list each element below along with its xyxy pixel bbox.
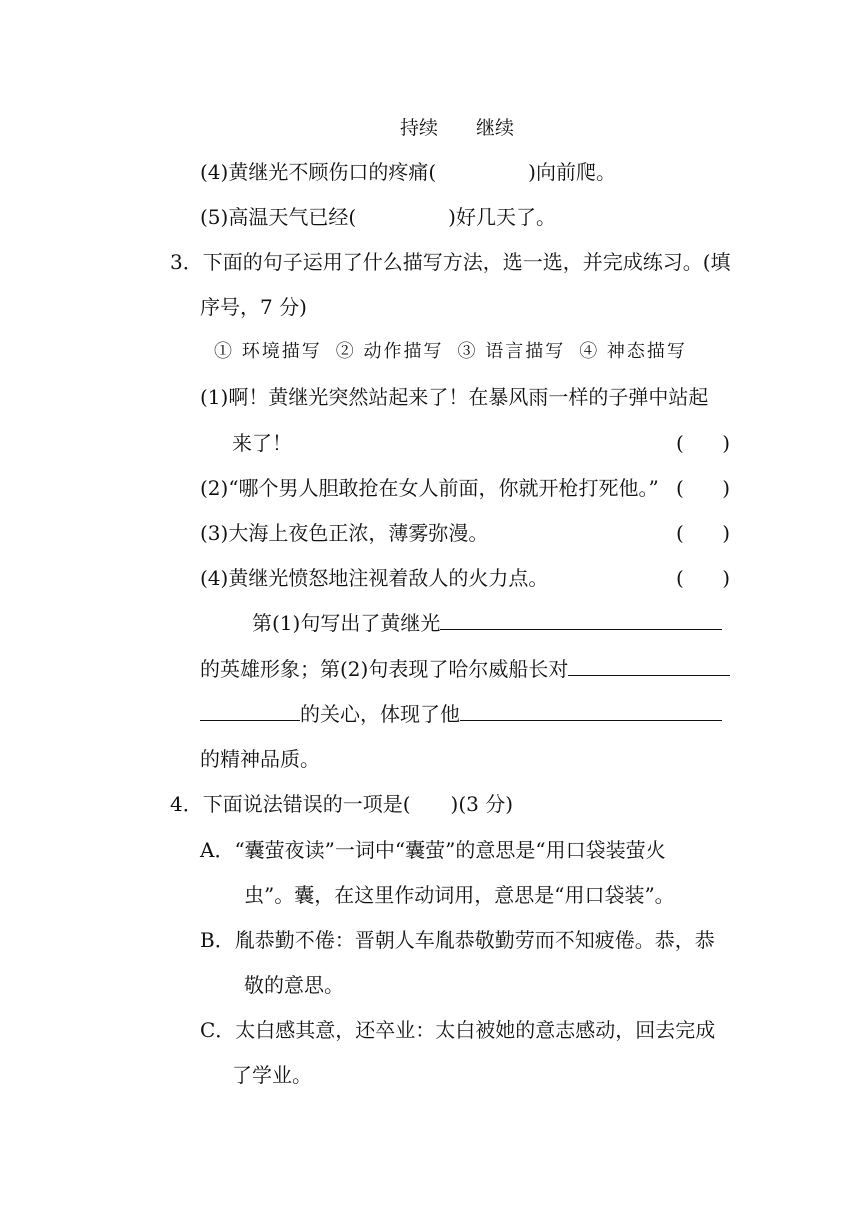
q2-item-4: (4)黄继光不顾伤口的疼痛( )向前爬。 <box>200 160 616 184</box>
q4-option-c-line1[interactable]: C．太白感其意，还卒业：太白被她的意志感动，回去完成 <box>200 1018 716 1042</box>
q3-stem-line1: 3．下面的句子运用了什么描写方法，选一选，并完成练习。(填 <box>170 250 731 274</box>
q4-option-a-line1[interactable]: A．“囊萤夜读”一词中“囊萤”的意思是“用口袋装萤火 <box>200 838 666 862</box>
q3-options <box>214 338 701 366</box>
q4-option-b-line1[interactable]: B．胤恭勤不倦：晋朝人车胤恭敬勤劳而不知疲倦。恭，恭 <box>200 928 715 952</box>
answer-underline[interactable] <box>200 700 300 721</box>
word-option: 继续 <box>476 117 515 139</box>
q4-option-a-line2: 虫”。囊，在这里作动词用，意思是“用口袋装”。 <box>244 883 675 907</box>
q4-stem: 4．下面说法错误的一项是( )(3 分) <box>170 792 514 816</box>
option-item: ③ 语言描写 <box>457 341 566 362</box>
option-item: ① 环境描写 <box>214 341 322 362</box>
q3-sentence-1-line2: 来了！ <box>232 431 292 455</box>
q3-sentence-2: (2)“哪个男人胆敢抢在女人前面，你就开枪打死他。” <box>200 476 659 500</box>
q4-option-c-line2: 了学业。 <box>232 1063 312 1087</box>
q3-fill-line1: 第(1)句写出了黄继光 <box>252 609 722 637</box>
q3-sentence-1-line1: (1)啊！黄继光突然站起来了！在暴风雨一样的子弹中站起 <box>200 385 709 409</box>
q3-stem-line2: 序号，7 分) <box>200 295 307 319</box>
answer-underline[interactable] <box>440 609 722 630</box>
answer-parentheses[interactable]: ( ) <box>676 476 730 500</box>
q3-sentence-4: (4)黄继光愤怒地注视着敌人的火力点。 <box>200 566 549 590</box>
answer-parentheses[interactable]: ( ) <box>676 566 730 590</box>
option-item: ④ 神态描写 <box>579 341 687 362</box>
word-option: 持续 <box>400 117 439 139</box>
q3-sentence-3: (3)大海上夜色正浓，薄雾弥漫。 <box>200 521 489 545</box>
answer-underline[interactable] <box>568 655 730 676</box>
q3-fill-line2: 的英雄形象；第(2)句表现了哈尔威船长对 <box>200 655 730 683</box>
q3-fill-line4: 的精神品质。 <box>200 747 320 771</box>
q4-option-b-line2: 敬的意思。 <box>244 973 344 997</box>
word-bank <box>400 114 514 142</box>
answer-parentheses[interactable]: ( ) <box>676 521 730 545</box>
option-item: ② 动作描写 <box>335 341 444 362</box>
answer-parentheses[interactable]: ( ) <box>676 431 730 455</box>
answer-underline[interactable] <box>460 700 722 721</box>
q3-fill-line3: 的关心，体现了他 <box>200 700 722 728</box>
q2-item-5: (5)高温天气已经( )好几天了。 <box>200 205 556 229</box>
